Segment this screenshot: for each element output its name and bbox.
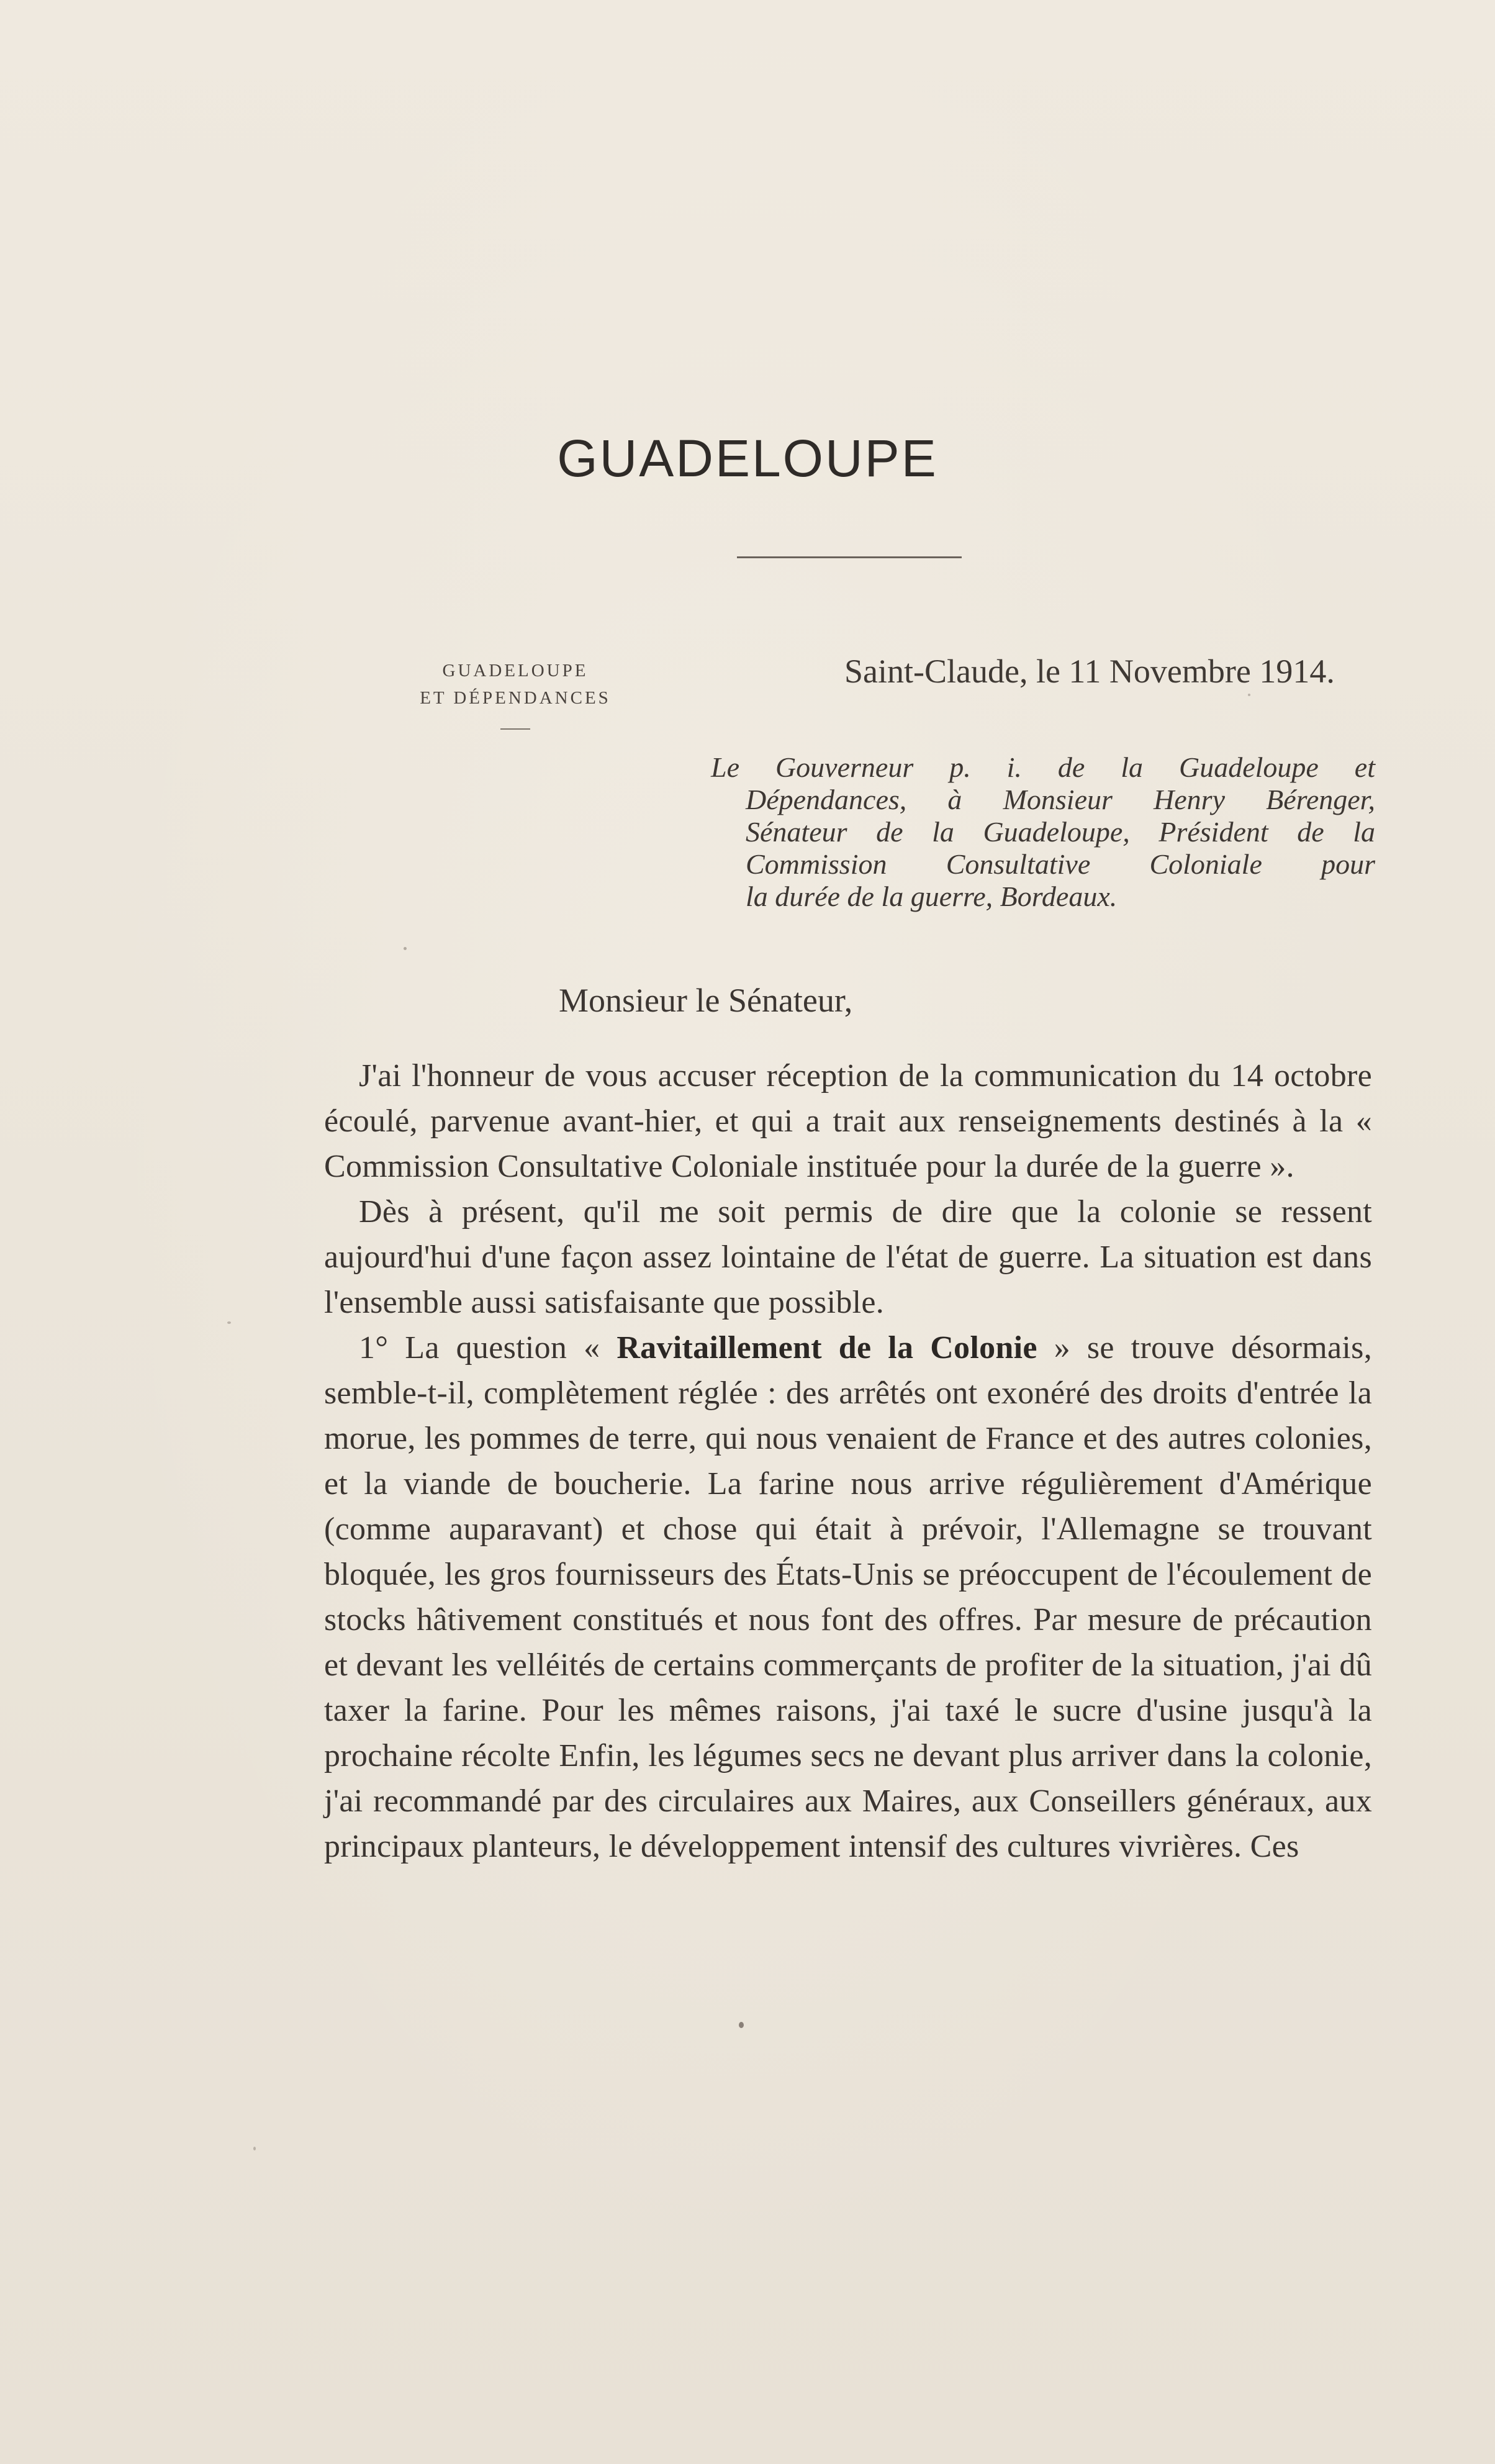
addressee-line: Le Gouverneur p. i. de la Guadeloupe et: [711, 751, 1375, 783]
sender-line-2: ET DÉPENDANCES: [420, 688, 611, 708]
addressee-line: la durée de la guerre, Bordeaux.: [746, 881, 1118, 912]
addressee-block: [711, 751, 1375, 913]
sender-line-1: GUADELOUPE: [442, 661, 589, 681]
paper-speck: [253, 2147, 256, 2150]
date-line: Saint-Claude, le 11 Novembre 1914.: [844, 653, 1335, 690]
addressee-line: Sénateur de la Guadeloupe, Président de la: [746, 816, 1375, 848]
paragraph-3-heading: Ravitaillement de la Colonie: [617, 1330, 1037, 1366]
paper-speck: [227, 1321, 231, 1324]
paper-speck: [1248, 694, 1250, 696]
paragraph-3: [324, 1325, 1372, 1869]
paragraph-1: J'ai l'honneur de vous accuser réception de la communication du 14 octobre écoulé, parvenue avant-hier, et qui a trait aux renseignements destinés à la « Commission Consultative Coloniale instituée pour la durée de la guerre ».: [324, 1058, 1372, 1184]
title-divider: [737, 556, 962, 558]
paper-speck: [739, 2022, 744, 2028]
paper-speck: [404, 947, 407, 950]
paragraph-3-prefix: 1° La question «: [359, 1330, 617, 1366]
addressee-line: Commission Consultative Coloniale pour: [746, 848, 1375, 880]
paragraph-2: Dès à présent, qu'il me soit permis de dire que la colonie se ressent aujourd'hui d'une façon assez lointaine de l'état de guerre. La situation est dans l'ensemble aussi satisfaisante que possible.: [324, 1194, 1372, 1320]
paragraph-3-text: » se trouve désormais, semble-t-il, complètement réglée : des arrêtés ont exonéré des droits d'entrée la morue, les pommes de terre, qui nous venaient de France et des autres colonies, et la viande de boucherie. La farine nous arrive régulièrement d'Amérique (comme auparavant) et chose qui était à prévoir, l'Allemagne se trouvant bloquée, les gros fournisseurs des États-Unis se préoccupent de l'écoulement de stocks hâtivement constitués et nous font des offres. Par mesure de précaution et devant les velléités de certains commerçants de profiter de la situation, j'ai dû taxer la farine. Pour les mêmes raisons, j'ai taxé le sucre d'usine jusqu'à la prochaine récolte Enfin, les légumes secs ne devant plus arriver dans la colonie, j'ai recommandé par des circulaires aux Maires, aux Conseillers généraux, aux principaux planteurs, le développement intensif des cultures vivrières. Ces: [324, 1330, 1373, 1864]
page-title: GUADELOUPE: [557, 429, 938, 487]
sender-divider: [500, 728, 530, 730]
addressee-line: Dépendances, à Monsieur Henry Bérenger,: [746, 784, 1375, 815]
sender-block: [397, 657, 633, 712]
letter-body: [324, 1053, 1372, 1869]
salutation: Monsieur le Sénateur,: [559, 982, 853, 1019]
